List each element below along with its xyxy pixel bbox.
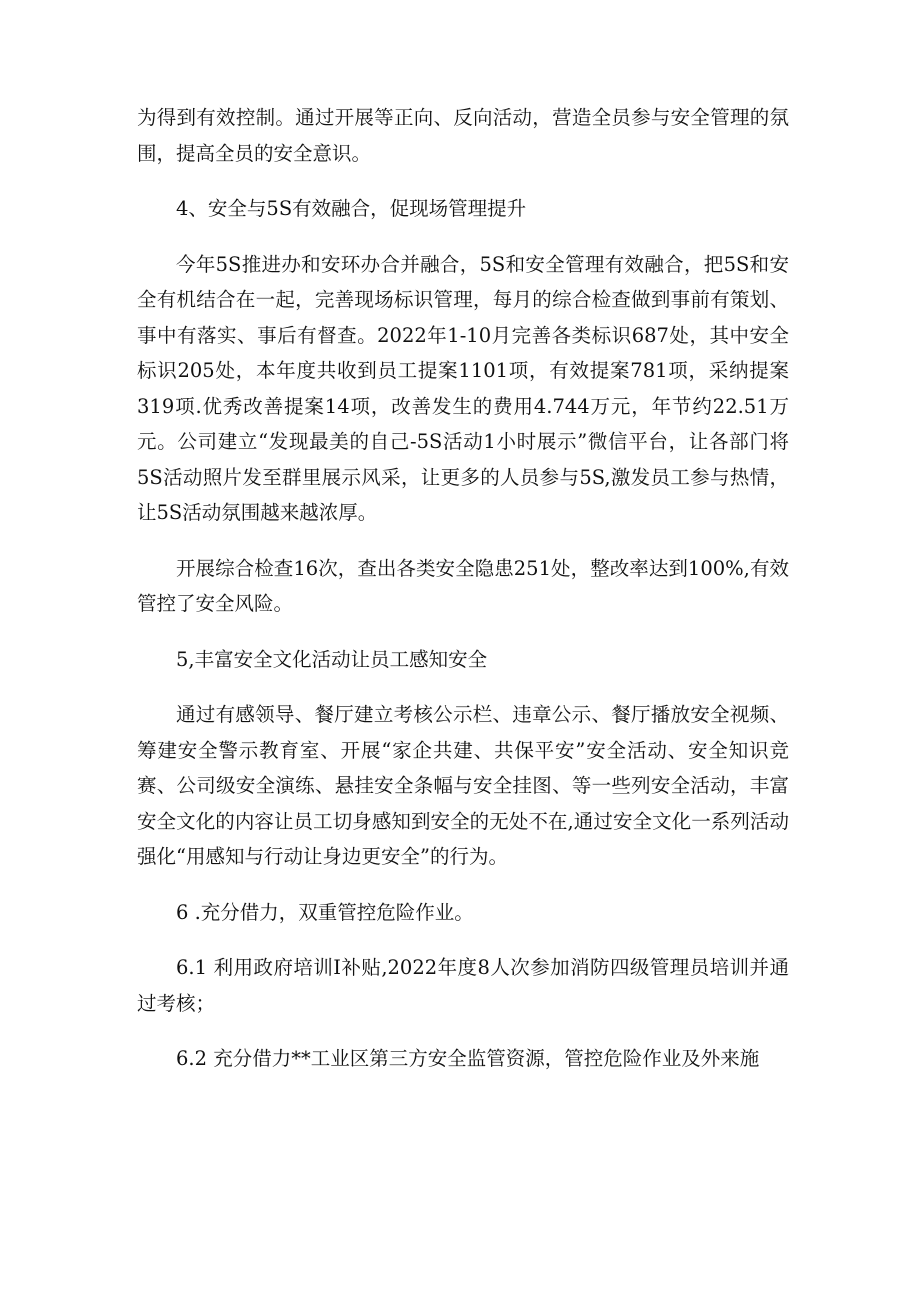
paragraph-5s-integration: 今年5S推进办和安环办合并融合，5S和安全管理有效融合，把5S和安全有机结合在一起，完善现场标识管理，每月的综合检查做到事前有策划、事中有落实、事后有督查。2022年1-10月完善各类标识687处，其中安全标识205处，本年度共收到员工提案1101项，有效提案781项，采纳提案319项.优秀改善提案14项，改善发生的费用4.744万元，年节约22.51万元。公司建立“发现最美的自己-5S活动1小时展示”微信平台，让各部门将5S活动照片发至群里展示风采，让更多的人员参与5S,激发员工参与热情，让5S活动氛围越来越浓厚。: [137, 252, 789, 524]
section-heading-5: 5,丰富安全文化活动让员工感知安全: [176, 647, 488, 671]
document-body: [137, 100, 789, 1097]
paragraph-safety-culture: 通过有感领导、餐厅建立考核公示栏、违章公示、餐厅播放安全视频、筹建安全警示教育室、开展“家企共建、共保平安”安全活动、安全知识竞赛、公司级安全演练、悬挂安全条幅与安全挂图、等一些列安全活动，丰富安全文化的内容让员工切身感知到安全的无处不在,通过安全文化一系列活动强化“用感知与行动让身边更安全”的行为。: [137, 703, 789, 868]
paragraph-6-2: 6.2 充分借力**工业区第三方安全监管资源，管控危险作业及外来施: [176, 1047, 760, 1070]
section-heading-6: 6 .充分借力，双重管控危险作业。: [176, 900, 474, 924]
section-heading-4: 4、安全与5S有效融合，促现场管理提升: [176, 197, 527, 220]
paragraph-continuation: 为得到有效控制。通过开展等正向、反向活动，营造全员参与安全管理的氛围，提高全员的安全意识。: [137, 106, 789, 165]
paragraph-6-1: 6.1 利用政府培训I补贴,2022年度8人次参加消防四级管理员培训并通过考核；: [137, 956, 789, 1015]
paragraph-inspection: 开展综合检查16次，查出各类安全隐患251处，整改率达到100%,有效管控了安全风险。: [137, 556, 789, 615]
